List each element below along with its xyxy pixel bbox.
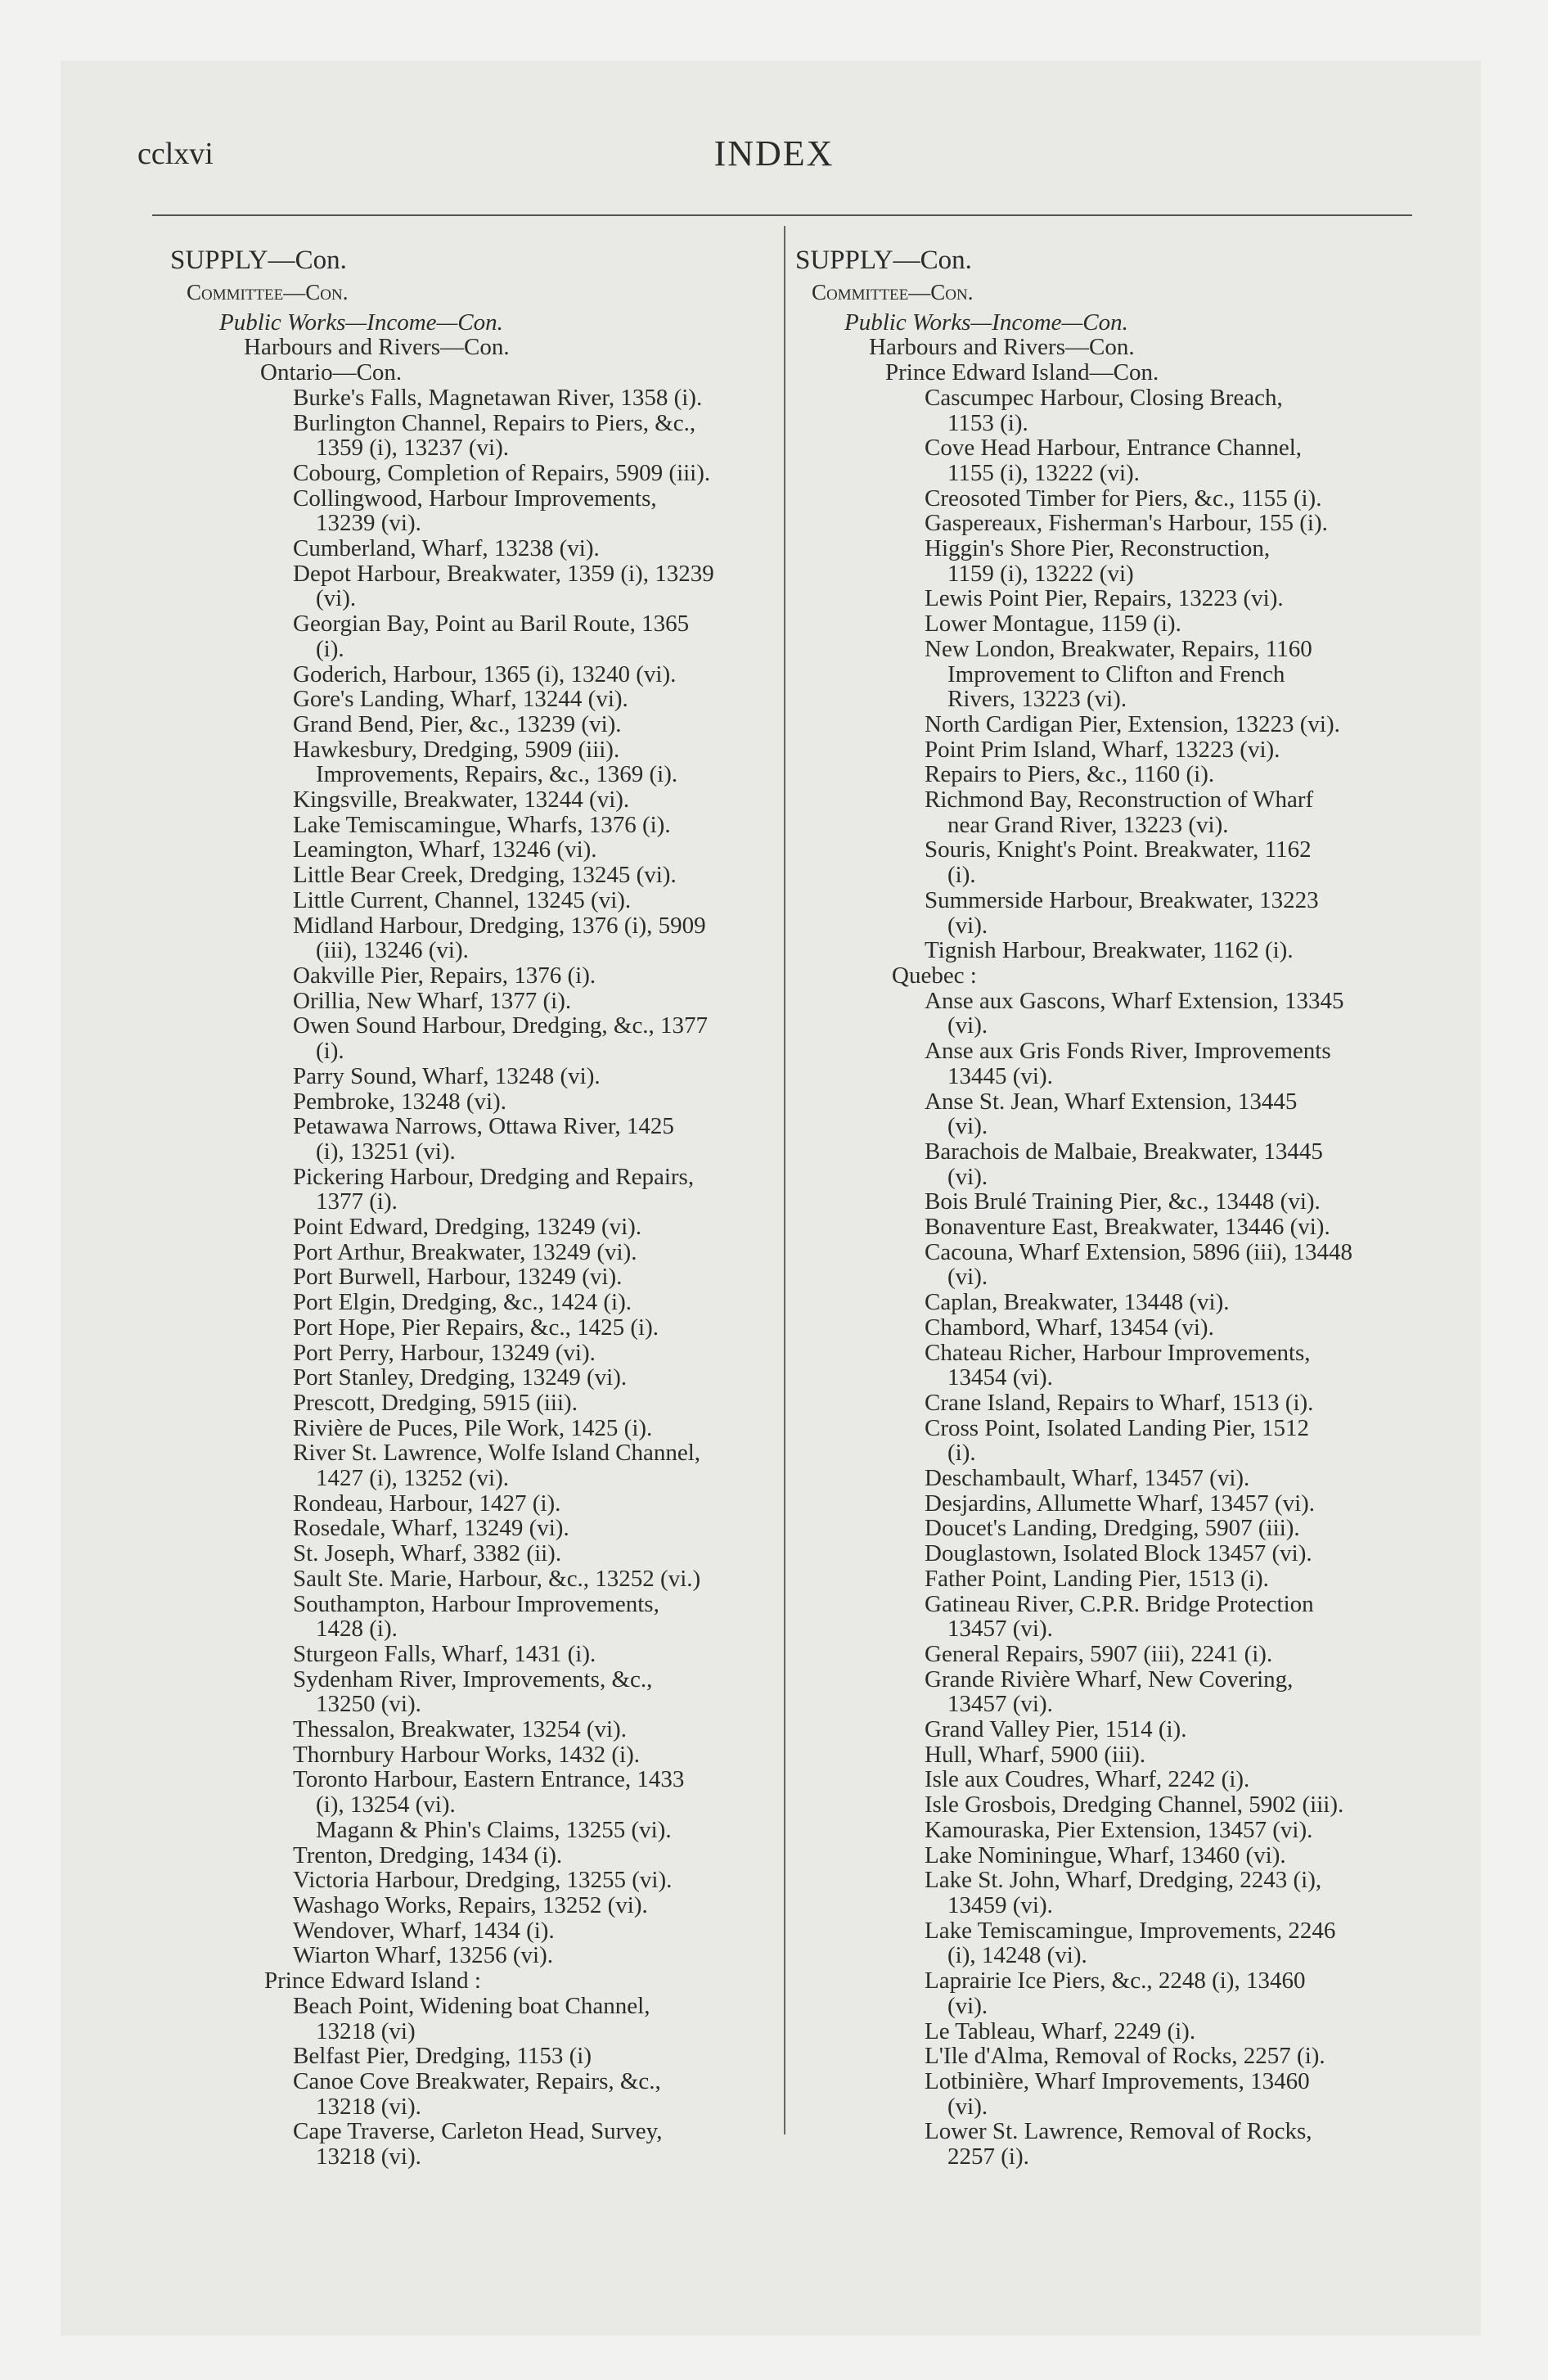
index-entry-line: Rivers, 13223 (vi). — [947, 686, 1127, 713]
index-entry-line: Father Point, Landing Pier, 1513 (i). — [925, 1565, 1269, 1592]
index-entry-line: Gore's Landing, Wharf, 13244 (vi). — [293, 686, 628, 713]
index-entry-line: Leamington, Wharf, 13246 (vi). — [293, 836, 597, 863]
index-entry-line: 13239 (vi). — [316, 510, 421, 537]
index-entry-line: Thornbury Harbour Works, 1432 (i). — [293, 1741, 640, 1768]
index-entry-line: Lake Temiscamingue, Wharfs, 1376 (i). — [293, 811, 671, 838]
index-entry-line: Parry Sound, Wharf, 13248 (vi). — [293, 1062, 601, 1089]
index-entry-line: Midland Harbour, Dredging, 1376 (i), 5909 — [293, 912, 706, 939]
index-entry-line: Anse aux Gris Fonds River, Improvements — [925, 1038, 1331, 1065]
index-entry-line: (i). — [947, 1440, 976, 1467]
index-entry-line: Point Edward, Dredging, 13249 (vi). — [293, 1214, 642, 1241]
index-entry-line: Lower Montague, 1159 (i). — [925, 611, 1181, 638]
index-entry-line: 13457 (vi). — [947, 1616, 1053, 1643]
index-entry-line: 13459 (vi). — [947, 1892, 1053, 1918]
supply-heading: SUPPLY—Con. — [170, 246, 347, 275]
index-entry-line: Oakville Pier, Repairs, 1376 (i). — [293, 962, 596, 989]
pei-heading: Prince Edward Island : — [264, 1968, 481, 1995]
index-entry-line: Rondeau, Harbour, 1427 (i). — [293, 1490, 561, 1517]
index-entry-line: Southampton, Harbour Improvements, — [293, 1590, 659, 1617]
left-column — [170, 242, 776, 2170]
index-entry-line: Sault Ste. Marie, Harbour, &c., 13252 (vi.) — [293, 1565, 701, 1592]
index-entry-line: 1377 (i). — [316, 1188, 398, 1215]
index-entry-line: (iii), 13246 (vi). — [316, 937, 469, 964]
index-entry-line: 1427 (i), 13252 (vi). — [316, 1465, 509, 1492]
index-entry-line: 13457 (vi). — [947, 1691, 1053, 1718]
index-entry-line: Port Stanley, Dredging, 13249 (vi). — [293, 1364, 628, 1391]
index-entry-line: Hull, Wharf, 5900 (iii). — [925, 1741, 1146, 1768]
index-entry-line: St. Joseph, Wharf, 3382 (ii). — [293, 1540, 562, 1567]
index-entry-line: Burlington Channel, Repairs to Piers, &c., — [293, 409, 696, 436]
index-entry-line: Cumberland, Wharf, 13238 (vi). — [293, 535, 600, 562]
index-entry-line: Cove Head Harbour, Entrance Channel, — [925, 435, 1303, 462]
page-title: INDEX — [713, 133, 835, 174]
supply-heading-right: SUPPLY—Con. — [795, 246, 972, 275]
index-entry-line: Tignish Harbour, Breakwater, 1162 (i). — [925, 937, 1294, 964]
index-entry-line: Summerside Harbour, Breakwater, 13223 — [925, 886, 1319, 913]
index-entry-line: Kingsville, Breakwater, 13244 (vi). — [293, 787, 630, 814]
index-entry-line: 1359 (i), 13237 (vi). — [316, 435, 509, 462]
index-entry-line: Hawkesbury, Dredging, 5909 (iii). — [293, 736, 620, 763]
index-entry-line: 13250 (vi). — [316, 1691, 421, 1718]
index-entry-line: Improvements, Repairs, &c., 1369 (i). — [316, 761, 678, 788]
index-entry-line: Pembroke, 13248 (vi). — [293, 1088, 506, 1115]
index-entry-line: 2257 (i). — [947, 2143, 1029, 2170]
index-entry-line: River St. Lawrence, Wolfe Island Channel, — [293, 1440, 701, 1467]
index-entry-line: 13445 (vi). — [947, 1062, 1053, 1089]
index-entry-line: Lotbinière, Wharf Improvements, 13460 — [925, 2067, 1310, 2094]
entry-list-right — [795, 385, 1414, 963]
index-entry-line: Le Tableau, Wharf, 2249 (i). — [925, 2017, 1196, 2044]
index-entry-line: Barachois de Malbaie, Breakwater, 13445 — [925, 1138, 1323, 1165]
index-entry-line: (vi). — [947, 1012, 988, 1039]
index-entry-line: (i), 13254 (vi). — [316, 1792, 456, 1819]
index-entry-line: Orillia, New Wharf, 1377 (i). — [293, 987, 572, 1014]
index-entry-line: 13454 (vi). — [947, 1364, 1053, 1391]
index-entry-line: Anse aux Gascons, Wharf Extension, 13345 — [925, 987, 1344, 1014]
index-entry-line: New London, Breakwater, Repairs, 1160 — [925, 635, 1312, 662]
index-entry-line: Cascumpec Harbour, Closing Breach, — [925, 384, 1283, 411]
right-column — [795, 242, 1414, 2170]
index-entry-line: Isle aux Coudres, Wharf, 2242 (i). — [925, 1766, 1250, 1793]
index-entry-line: Pickering Harbour, Dredging and Repairs, — [293, 1163, 695, 1190]
index-entry-line: Wendover, Wharf, 1434 (i). — [293, 1917, 555, 1944]
index-entry-line: Grande Rivière Wharf, New Covering, — [925, 1666, 1294, 1693]
index-entry-line: Isle Grosbois, Dredging Channel, 5902 (iii). — [925, 1792, 1344, 1819]
index-entry-line: Sydenham River, Improvements, &c., — [293, 1666, 653, 1693]
province-heading-right: Prince Edward Island—Con. — [885, 359, 1159, 386]
index-entry-line: (vi). — [316, 585, 357, 612]
index-entry-line: Depot Harbour, Breakwater, 1359 (i), 13239 — [293, 560, 714, 587]
index-entry-line: Little Current, Channel, 13245 (vi). — [293, 886, 632, 913]
index-entry-line: (vi). — [947, 1992, 988, 2019]
index-entry-line: 13218 (vi). — [316, 2143, 421, 2170]
index-entry-line: Sturgeon Falls, Wharf, 1431 (i). — [293, 1640, 596, 1667]
index-entry-line: (i), 14248 (vi). — [947, 1942, 1087, 1969]
index-entry-line: (i). — [316, 1038, 344, 1065]
index-entry-line: Douglastown, Isolated Block 13457 (vi). — [925, 1540, 1312, 1567]
index-entry-line: near Grand River, 13223 (vi). — [947, 811, 1229, 838]
index-entry-line: Washago Works, Repairs, 13252 (vi). — [293, 1892, 648, 1918]
index-entry-line: (vi). — [947, 2093, 988, 2120]
index-entry-line: Thessalon, Breakwater, 13254 (vi). — [293, 1716, 627, 1743]
index-entry-line: Cacouna, Wharf Extension, 5896 (iii), 13448 — [925, 1238, 1352, 1265]
index-entry-line: Creosoted Timber for Piers, &c., 1155 (i). — [925, 485, 1322, 512]
index-entry-line: General Repairs, 5907 (iii), 2241 (i). — [925, 1640, 1273, 1667]
index-entry-line: Souris, Knight's Point. Breakwater, 1162 — [925, 836, 1312, 863]
index-entry-line: Port Arthur, Breakwater, 13249 (vi). — [293, 1238, 637, 1265]
pei-entry-list — [170, 1994, 776, 2170]
index-entry-line: Goderich, Harbour, 1365 (i), 13240 (vi). — [293, 660, 677, 687]
index-entry-line: Canoe Cove Breakwater, Repairs, &c., — [293, 2067, 661, 2094]
index-entry-line: North Cardigan Pier, Extension, 13223 (vi). — [925, 710, 1340, 737]
index-entry-line: (vi). — [947, 1113, 988, 1140]
index-entry-line: 13218 (vi) — [316, 2017, 416, 2044]
index-entry-line: Richmond Bay, Reconstruction of Wharf — [925, 787, 1314, 814]
index-entry-line: Collingwood, Harbour Improvements, — [293, 485, 657, 512]
index-entry-line: Deschambault, Wharf, 13457 (vi). — [925, 1465, 1250, 1492]
index-entry-line: Lake Temiscamingue, Improvements, 2246 — [925, 1917, 1336, 1944]
index-entry-line: Laprairie Ice Piers, &c., 2248 (i), 13460 — [925, 1968, 1306, 1995]
index-entry-line: Beach Point, Widening boat Channel, — [293, 1992, 650, 2019]
index-entry-line: Caplan, Breakwater, 13448 (vi). — [925, 1289, 1230, 1316]
index-entry-line: 1428 (i). — [316, 1616, 398, 1643]
index-entry-line: Magann & Phin's Claims, 13255 (vi). — [316, 1816, 672, 1843]
column-divider — [784, 226, 785, 2134]
index-entry-line: Desjardins, Allumette Wharf, 13457 (vi). — [925, 1490, 1316, 1517]
index-entry-line: Belfast Pier, Dredging, 1153 (i) — [293, 2043, 592, 2070]
page-number: cclxvi — [137, 137, 214, 171]
index-entry-line: L'Ile d'Alma, Removal of Rocks, 2257 (i). — [925, 2043, 1325, 2070]
index-entry-line: Port Burwell, Harbour, 13249 (vi). — [293, 1264, 623, 1291]
index-entry-line: Repairs to Piers, &c., 1160 (i). — [925, 761, 1215, 788]
index-entry-line: Improvement to Clifton and French — [947, 660, 1285, 687]
index-entry-line: Trenton, Dredging, 1434 (i). — [293, 1841, 563, 1868]
quebec-heading: Quebec : — [892, 962, 977, 989]
index-entry-line: Wiarton Wharf, 13256 (vi). — [293, 1942, 554, 1969]
index-entry-line: 1153 (i). — [947, 409, 1028, 436]
committee-heading: Committee—Con. — [187, 280, 349, 304]
index-entry-line: Port Elgin, Dredging, &c., 1424 (i). — [293, 1289, 632, 1316]
entry-list — [170, 385, 776, 1968]
index-entry-line: Cross Point, Isolated Landing Pier, 1512 — [925, 1414, 1310, 1441]
index-entry-line: Gaspereaux, Fisherman's Harbour, 155 (i). — [925, 510, 1328, 537]
index-entry-line: Owen Sound Harbour, Dredging, &c., 1377 — [293, 1012, 709, 1039]
section-heading: Public Works—Income—Con. — [219, 309, 503, 336]
index-entry-line: Anse St. Jean, Wharf Extension, 13445 — [925, 1088, 1298, 1115]
index-entry-line: (i). — [947, 862, 976, 889]
index-entry-line: Georgian Bay, Point au Baril Route, 1365 — [293, 611, 690, 638]
index-entry-line: Cape Traverse, Carleton Head, Survey, — [293, 2118, 663, 2145]
index-entry-line: Lake Nominingue, Wharf, 13460 (vi). — [925, 1841, 1286, 1868]
index-entry-line: Prescott, Dredging, 5915 (iii). — [293, 1389, 578, 1416]
index-entry-line: (i). — [316, 635, 344, 662]
index-entry-line: (vi). — [947, 912, 988, 939]
index-entry-line: Lewis Point Pier, Repairs, 13223 (vi). — [925, 585, 1284, 612]
section-heading-right: Public Works—Income—Con. — [844, 309, 1128, 336]
index-entry-line: Little Bear Creek, Dredging, 13245 (vi). — [293, 862, 677, 889]
province-heading: Ontario—Con. — [260, 359, 403, 386]
index-entry-line: Chateau Richer, Harbour Improvements, — [925, 1339, 1311, 1366]
index-entry-line: (vi). — [947, 1163, 988, 1190]
index-entry-line: Gatineau River, C.P.R. Bridge Protection — [925, 1590, 1314, 1617]
index-entry-line: Toronto Harbour, Eastern Entrance, 1433 — [293, 1766, 685, 1793]
index-entry-line: Petawawa Narrows, Ottawa River, 1425 — [293, 1113, 674, 1140]
index-entry-line: Port Perry, Harbour, 13249 (vi). — [293, 1339, 596, 1366]
subsection-heading-right: Harbours and Rivers—Con. — [869, 334, 1135, 361]
index-entry-line: Higgin's Shore Pier, Reconstruction, — [925, 535, 1271, 562]
index-entry-line: Doucet's Landing, Dredging, 5907 (iii). — [925, 1515, 1300, 1542]
index-entry-line: Bois Brulé Training Pier, &c., 13448 (vi). — [925, 1188, 1321, 1215]
index-entry-line: (vi). — [947, 1264, 988, 1291]
committee-heading-right: Committee—Con. — [812, 280, 974, 304]
index-entry-line: 1155 (i), 13222 (vi). — [947, 459, 1140, 486]
index-entry-line: Burke's Falls, Magnetawan River, 1358 (i). — [293, 384, 703, 411]
index-entry-line: Grand Bend, Pier, &c., 13239 (vi). — [293, 710, 622, 737]
index-entry-line: 13218 (vi). — [316, 2093, 421, 2120]
index-entry-line: Point Prim Island, Wharf, 13223 (vi). — [925, 736, 1280, 763]
index-entry-line: Lake St. John, Wharf, Dredging, 2243 (i), — [925, 1867, 1322, 1894]
index-entry-line: Kamouraska, Pier Extension, 13457 (vi). — [925, 1816, 1313, 1843]
index-entry-line: Crane Island, Repairs to Wharf, 1513 (i). — [925, 1389, 1314, 1416]
index-entry-line: Port Hope, Pier Repairs, &c., 1425 (i). — [293, 1314, 659, 1341]
index-entry-line: Cobourg, Completion of Repairs, 5909 (iii). — [293, 459, 711, 486]
quebec-entry-list — [795, 989, 1414, 2170]
index-entry-line: Bonaventure East, Breakwater, 13446 (vi). — [925, 1214, 1330, 1241]
index-entry-line: Lower St. Lawrence, Removal of Rocks, — [925, 2118, 1312, 2145]
subsection-heading: Harbours and Rivers—Con. — [244, 334, 510, 361]
index-entry-line: Chambord, Wharf, 13454 (vi). — [925, 1314, 1214, 1341]
index-entry-line: (i), 13251 (vi). — [316, 1138, 456, 1165]
index-entry-line: Victoria Harbour, Dredging, 13255 (vi). — [293, 1867, 673, 1894]
index-entry-line: 1159 (i), 13222 (vi) — [947, 560, 1134, 587]
index-entry-line: Rosedale, Wharf, 13249 (vi). — [293, 1515, 569, 1542]
index-entry-line: Rivière de Puces, Pile Work, 1425 (i). — [293, 1414, 653, 1441]
header-rule — [152, 214, 1412, 216]
index-entry-line: Grand Valley Pier, 1514 (i). — [925, 1716, 1187, 1743]
